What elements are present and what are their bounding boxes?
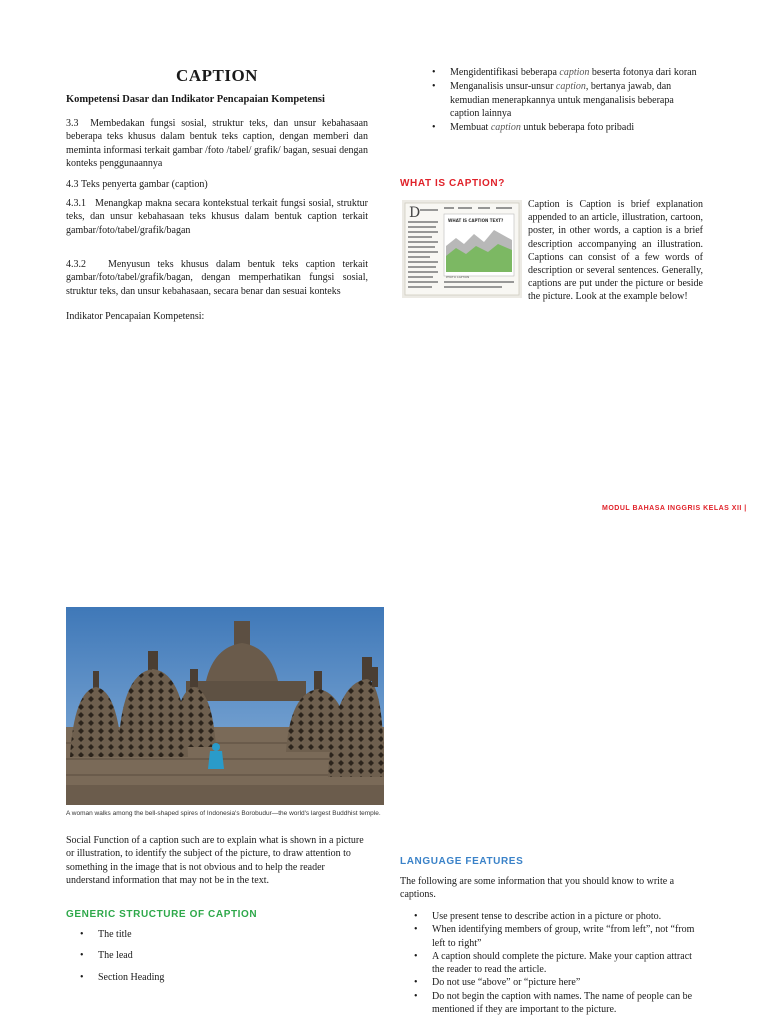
kd-text: Teks penyerta gambar (caption) [81, 179, 208, 190]
kd-heading: Kompetensi Dasar dan Indikator Pencapaian Kompetensi [66, 94, 325, 105]
page-footer: MODUL BAHASA INGGRIS KELAS XII | [602, 505, 747, 512]
svg-text:D: D [409, 205, 421, 221]
social-function-text: Social Function of a caption such are to explain what is shown in a picture or illustration, to identify the subject of the picture, to draw attention to something in the image that is not obvious and to help the reader understand information that may not be in the text. [66, 835, 364, 886]
caption-illustration [402, 200, 522, 298]
kd-item-4-3-2 [66, 258, 368, 298]
kd-number: 4.3 [66, 179, 79, 190]
bullet: • [414, 950, 418, 962]
svg-text:PHOTO CAPTION: PHOTO CAPTION [446, 275, 470, 279]
bullet: • [80, 950, 84, 962]
bullet: • [414, 977, 418, 989]
generic-structure-heading: GENERIC STRUCTURE OF CAPTION [66, 909, 258, 920]
list-item: • The lead [80, 950, 133, 962]
list-item: • When identifying members of group, write “from left”, not “from left to right” [414, 924, 695, 949]
bullet: • [414, 924, 418, 936]
list-item: • Membuat caption untuk beberapa foto pribadi [432, 122, 635, 134]
language-features-list [414, 910, 704, 1016]
borobudur-photo [66, 607, 384, 805]
what-is-caption-text: Caption is Caption is brief explanation appended to an article, illustration, cartoon, poster, in other words, a caption is a brief description accompanying an illustration. Captions can consist of a few words of description or several sentences. Generally, captions are put under the picture or beside the picture. Look at the example below! [528, 199, 703, 303]
list-item: • Menganalisis unsur-unsur caption, bertanya jawab, dan kemudian menerapkannya untuk menganalisis beberapa caption lainnya [432, 81, 674, 119]
kd-item-4-3-1 [66, 197, 368, 237]
illustration-label: WHAT IS CAPTION TEXT? [448, 218, 504, 223]
kd-number: 3.3 [66, 118, 79, 129]
bullet: • [414, 911, 418, 922]
list-item: • Mengidentifikasi beberapa caption beserta fotonya dari koran [432, 67, 697, 78]
bullet: • [432, 122, 436, 134]
language-features-intro: The following are some information that you should know to write a captions. [400, 876, 675, 901]
list-item: • Section Heading [80, 971, 165, 983]
language-features-heading: LANGUAGE FEATURES [400, 856, 524, 867]
list-item: • Do not begin the caption with names. The name of people can be mentioned if they are important to the picture. [414, 990, 693, 1016]
bullet: • [80, 971, 84, 983]
objectives-list [432, 66, 704, 135]
bullet: • [432, 67, 436, 78]
kd-text: Menyusun teks khusus dalam bentuk teks caption terkait gambar/foto/tabel/grafik/bagan, dengan memperhatikan fungsi sosial, struktur teks, dan unsur kebahasaan, secara benar dan sesuai konteks [66, 259, 368, 297]
list-item: • A caption should complete the picture. Make your caption attract the reader to read the article. [414, 950, 692, 976]
ipk-label: Indikator Pencapaian Kompetensi: [66, 311, 205, 322]
list-item: • Do not use “above” or “picture here” [414, 977, 581, 989]
what-is-caption-heading: WHAT IS CAPTION? [400, 178, 505, 189]
kd-number: 4.3.1 [66, 198, 86, 209]
kd-item-4-3 [66, 178, 368, 191]
page-title: CAPTION [176, 66, 258, 85]
list-item: • The title [80, 929, 132, 940]
kd-text: Menangkap makna secara kontekstual terkait fungsi sosial, struktur teks, dan unsur kebahasaan teks khusus dalam bentuk caption terkait gambar/foto/tabel/grafik/bagan [66, 198, 369, 236]
photo-caption: A woman walks among the bell-shaped spires of Indonesia's Borobudur—the world's largest Buddhist temple. [66, 810, 381, 817]
bullet: • [80, 929, 84, 940]
bullet: • [432, 81, 436, 93]
kd-text: Membedakan fungsi sosial, struktur teks, dan unsur kebahasaan beberapa teks khusus dalam bentuk teks caption, dengan memberi dan meminta informasi terkait gambar /foto /tabel/ grafik/ bagan, sesuai dengan konteks penggunaannya [66, 118, 369, 169]
kd-item-3-3 [66, 117, 368, 170]
list-item: • Use present tense to describe action in a picture or photo. [414, 911, 662, 922]
bullet: • [414, 990, 418, 1002]
kd-number: 4.3.2 [66, 259, 86, 270]
generic-structure-list [80, 928, 360, 992]
